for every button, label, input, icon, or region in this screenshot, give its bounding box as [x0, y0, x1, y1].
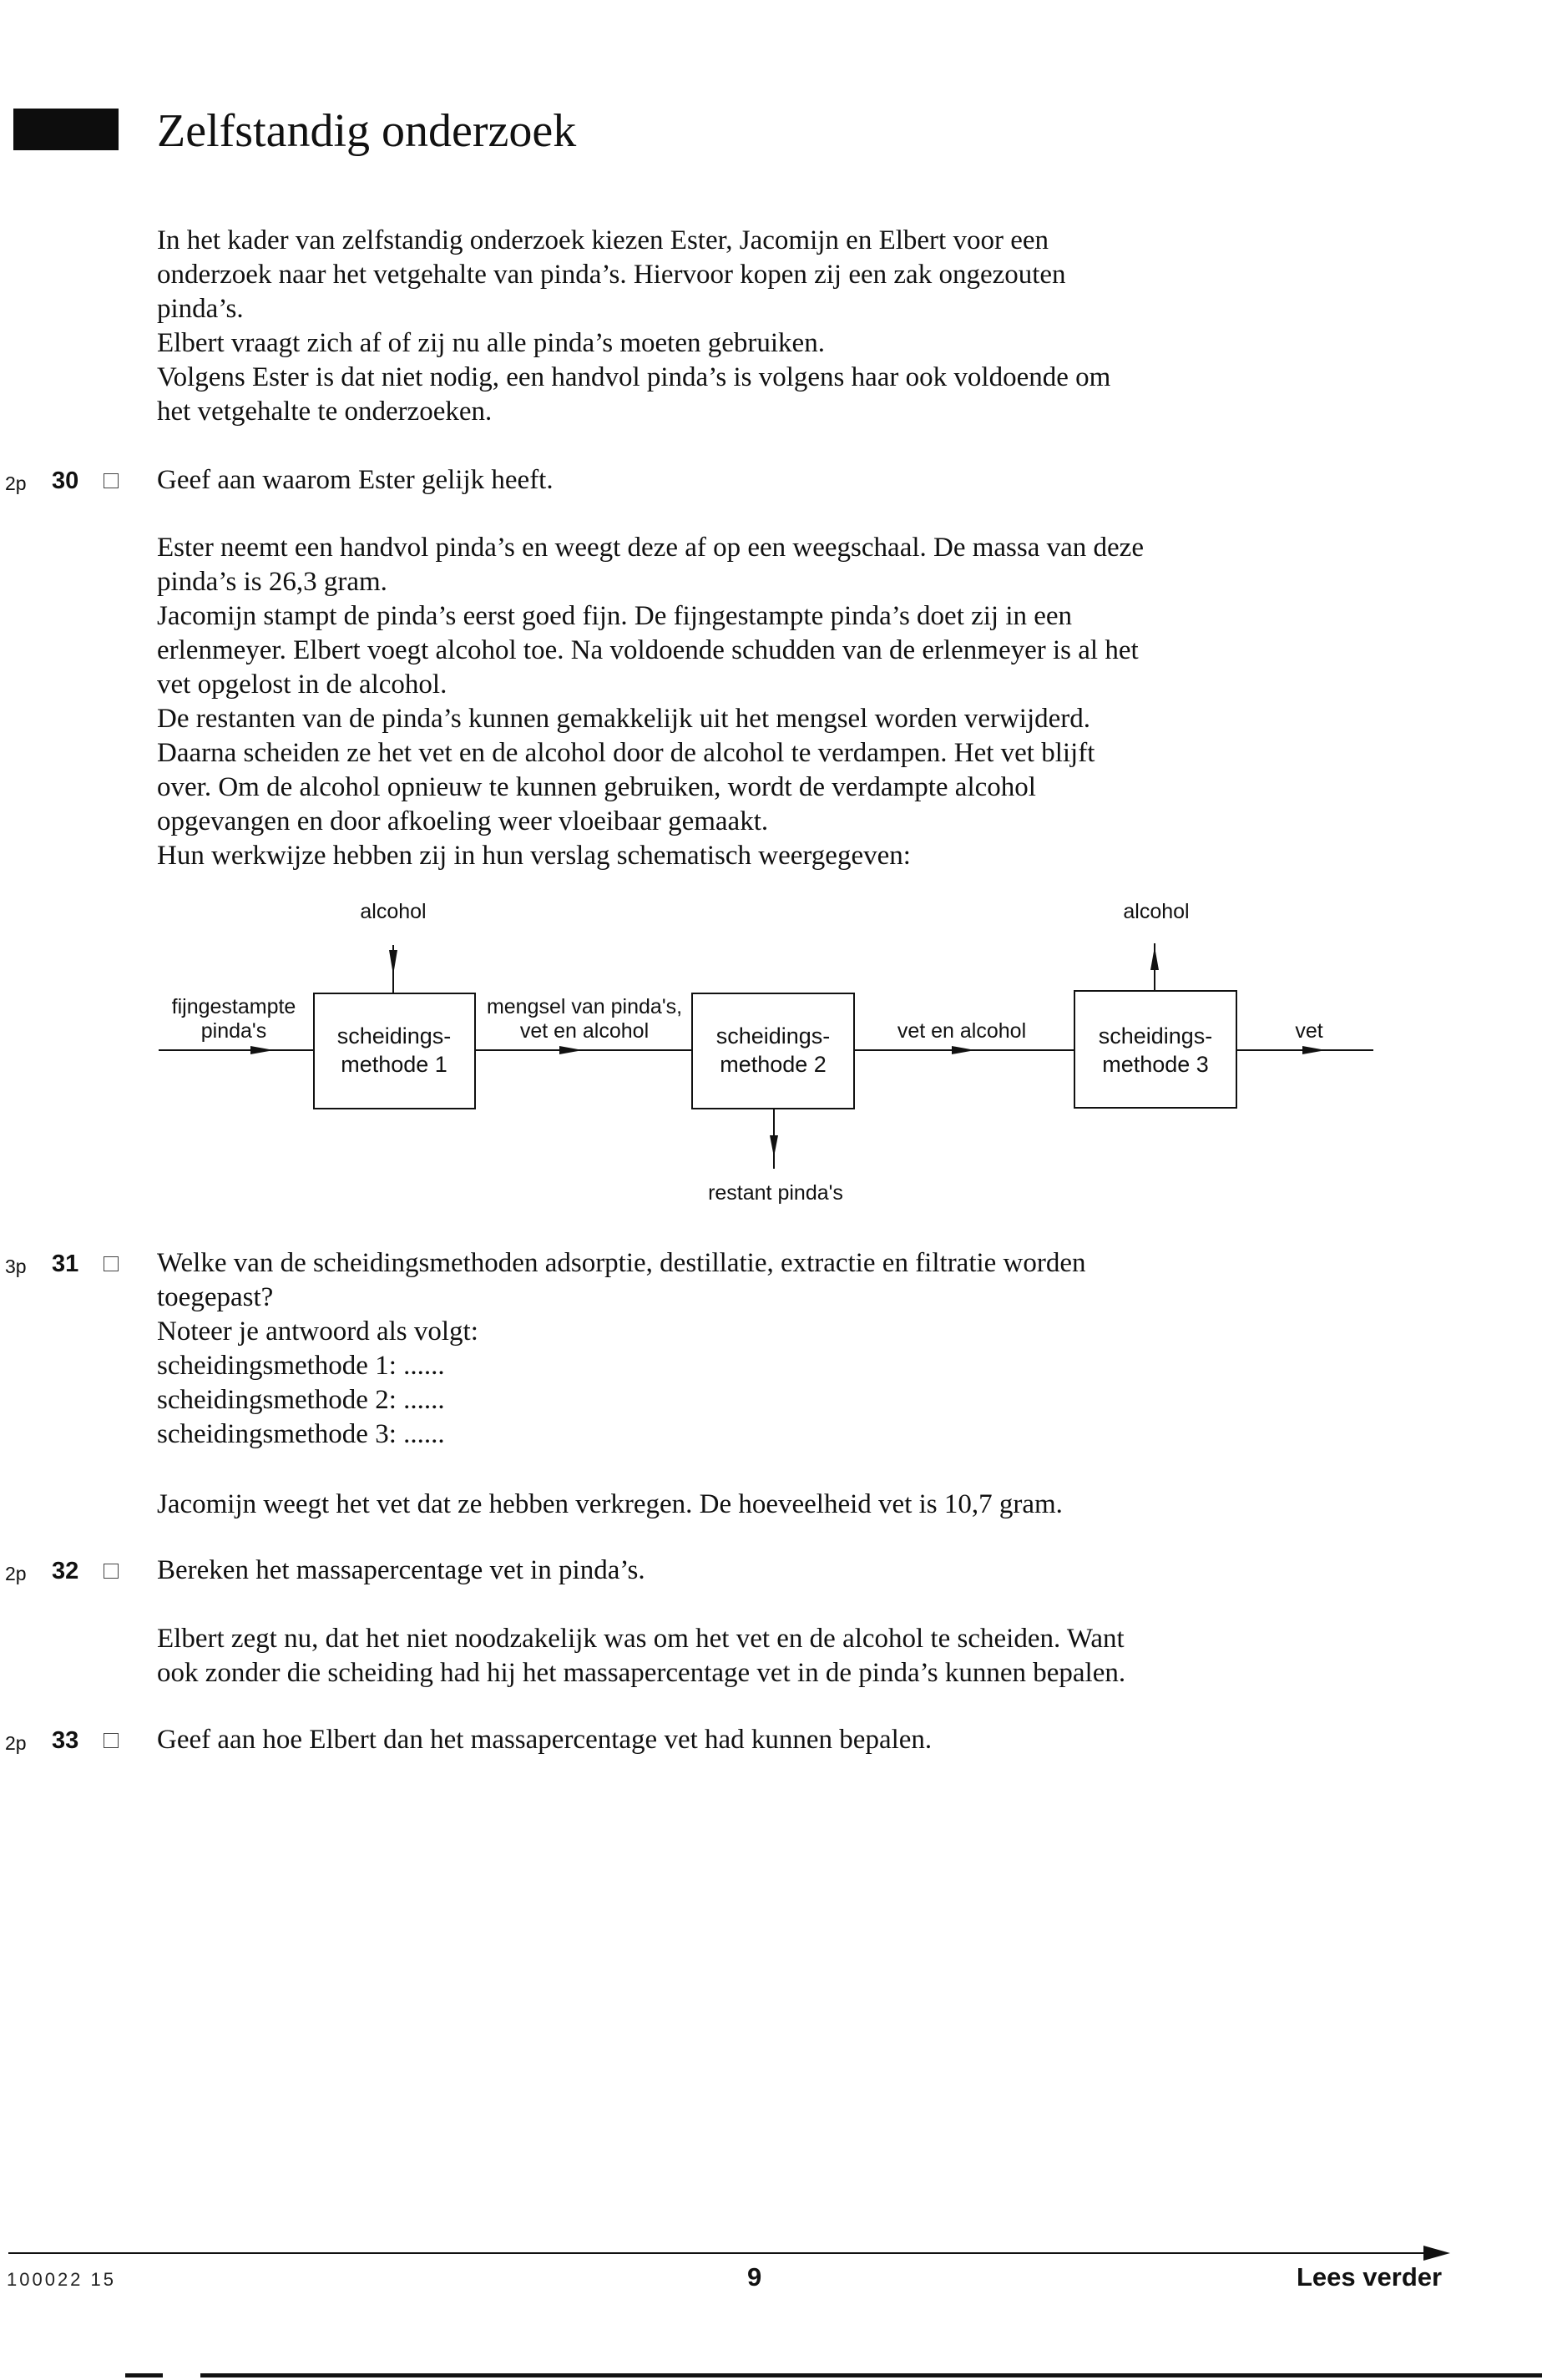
question-number: 31: [52, 1251, 79, 1277]
context-line: Hun werkwijze hebben zij in hun verslag schematisch weergegeven:: [157, 841, 911, 871]
intro-line: Elbert vraagt zich af of zij nu alle pinda’s moeten gebruiken.: [157, 328, 825, 358]
label-mid2: vet en alcohol: [897, 1019, 1027, 1043]
page-number: 9: [747, 2262, 762, 2292]
question-number: 33: [52, 1727, 79, 1754]
context-line: Jacomijn stampt de pinda’s eerst goed fijn. De fijngestampte pinda’s doet zij in een: [157, 601, 1073, 631]
elbert-paragraph: [157, 1622, 1409, 1690]
intro-line: Volgens Ester is dat niet nodig, een handvol pinda’s is volgens haar ook voldoende om: [157, 362, 1111, 392]
answer-checkbox[interactable]: [104, 1564, 119, 1579]
box-method-2: [692, 993, 854, 1109]
context-paragraph: [157, 531, 1409, 873]
intro-line: onderzoek naar het vetgehalte van pinda’s. Hiervoor kopen zij een zak ongezouten: [157, 260, 1066, 290]
arrow-mid-2: [952, 1046, 975, 1054]
context-line: vet opgelost in de alcohol.: [157, 670, 447, 700]
context-line: opgevangen en door afkoeling weer vloeibaar gemaakt.: [157, 806, 769, 836]
intro-paragraph: [157, 224, 1409, 429]
intro-line: In het kader van zelfstandig onderzoek kiezen Ester, Jacomijn en Elbert voor een: [157, 225, 1049, 255]
question-30-text: Geef aan waarom Ester gelijk heeft.: [157, 465, 554, 495]
label-output: vet: [1295, 1019, 1323, 1043]
points-label: 2p: [5, 1563, 27, 1584]
label-box1-1: scheidings-: [336, 1023, 452, 1049]
answer-checkbox[interactable]: [104, 1733, 119, 1748]
arrow-output: [1302, 1046, 1326, 1054]
label-mid1-1: mengsel van pinda's,: [486, 995, 683, 1018]
points-label: 2p: [5, 1732, 27, 1754]
question-31-line: toegepast?: [157, 1282, 274, 1312]
context-line: erlenmeyer. Elbert voegt alcohol toe. Na voldoende schudden van de erlenmeyer is al het: [157, 635, 1139, 665]
question-31-line: Welke van de scheidingsmethoden adsorptie, destillatie, extractie en filtratie worden: [157, 1248, 1086, 1278]
elbert-line: ook zonder die scheiding had hij het massapercentage vet in de pinda’s kunnen bepalen.: [157, 1658, 1126, 1688]
label-mid1-2: vet en alcohol: [519, 1019, 650, 1043]
intro-line: het vetgehalte te onderzoeken.: [157, 397, 493, 427]
arrow-alcohol-in: [389, 950, 397, 975]
label-box2-1: scheidings-: [715, 1023, 831, 1049]
box-method-3: [1074, 991, 1236, 1108]
question-31-text: [157, 1246, 1409, 1452]
context-line: over. Om de alcohol opnieuw te kunnen gebruiken, wordt de verdampte alcohol: [157, 772, 1036, 802]
question-31-line: Noteer je antwoord als volgt:: [157, 1316, 478, 1347]
question-number: 32: [52, 1558, 79, 1584]
continue-label: Lees verder: [1297, 2262, 1443, 2292]
question-31-line: scheidingsmethode 2: ......: [157, 1385, 445, 1415]
context-line: Ester neemt een handvol pinda’s en weegt deze af op een weegschaal. De massa van deze: [157, 533, 1144, 563]
label-restant: restant pinda's: [708, 1181, 843, 1205]
label-box3-2: methode 3: [1102, 1052, 1209, 1077]
question-31-line: scheidingsmethode 3: ......: [157, 1419, 445, 1449]
question-32-text: Bereken het massapercentage vet in pinda’s.: [157, 1555, 645, 1585]
arrow-restant: [770, 1135, 778, 1157]
arrow-input: [250, 1046, 274, 1054]
label-alcohol-out: alcohol: [1123, 900, 1190, 923]
label-box3-1: scheidings-: [1098, 1023, 1213, 1049]
box-method-1: [314, 993, 475, 1109]
elbert-line: Elbert zegt nu, dat het niet noodzakelijk was om het vet en de alcohol te scheiden. Want: [157, 1624, 1125, 1654]
answer-checkbox[interactable]: [104, 1256, 119, 1271]
label-box1-2: methode 1: [341, 1052, 447, 1077]
question-number: 30: [52, 467, 79, 494]
arrow-mid-1: [559, 1046, 583, 1054]
process-diagram: [0, 885, 1542, 1219]
arrow-alcohol-out: [1150, 947, 1159, 970]
exam-code: 100022 15: [7, 2269, 116, 2290]
question-33-text: Geef aan hoe Elbert dan het massapercentage vet had kunnen bepalen.: [157, 1725, 933, 1755]
label-input-1: fijngestampte: [171, 995, 296, 1018]
next-page-arrow-icon: [1423, 2246, 1450, 2261]
footer-rule: [8, 2252, 1432, 2254]
bottom-edge-mark: [125, 2373, 163, 2377]
label-alcohol-in: alcohol: [360, 900, 427, 923]
mass-info-text: Jacomijn weegt het vet dat ze hebben verkregen. De hoeveelheid vet is 10,7 gram.: [157, 1489, 1063, 1519]
points-label: 2p: [5, 472, 27, 494]
context-line: Daarna scheiden ze het vet en de alcohol door de alcohol te verdampen. Het vet blijft: [157, 738, 1095, 768]
context-line: De restanten van de pinda’s kunnen gemakkelijk uit het mengsel worden verwijderd.: [157, 704, 1091, 734]
question-31-line: scheidingsmethode 1: ......: [157, 1351, 445, 1381]
answer-checkbox[interactable]: [104, 473, 119, 488]
context-line: pinda’s is 26,3 gram.: [157, 567, 387, 597]
points-label: 3p: [5, 1256, 27, 1277]
intro-line: pinda’s.: [157, 294, 244, 324]
label-input-2: pinda's: [200, 1019, 267, 1043]
label-box2-2: methode 2: [720, 1052, 827, 1077]
header-block: [13, 109, 119, 150]
section-title: Zelfstandig onderzoek: [157, 105, 577, 157]
bottom-edge-bar: [200, 2373, 1542, 2377]
